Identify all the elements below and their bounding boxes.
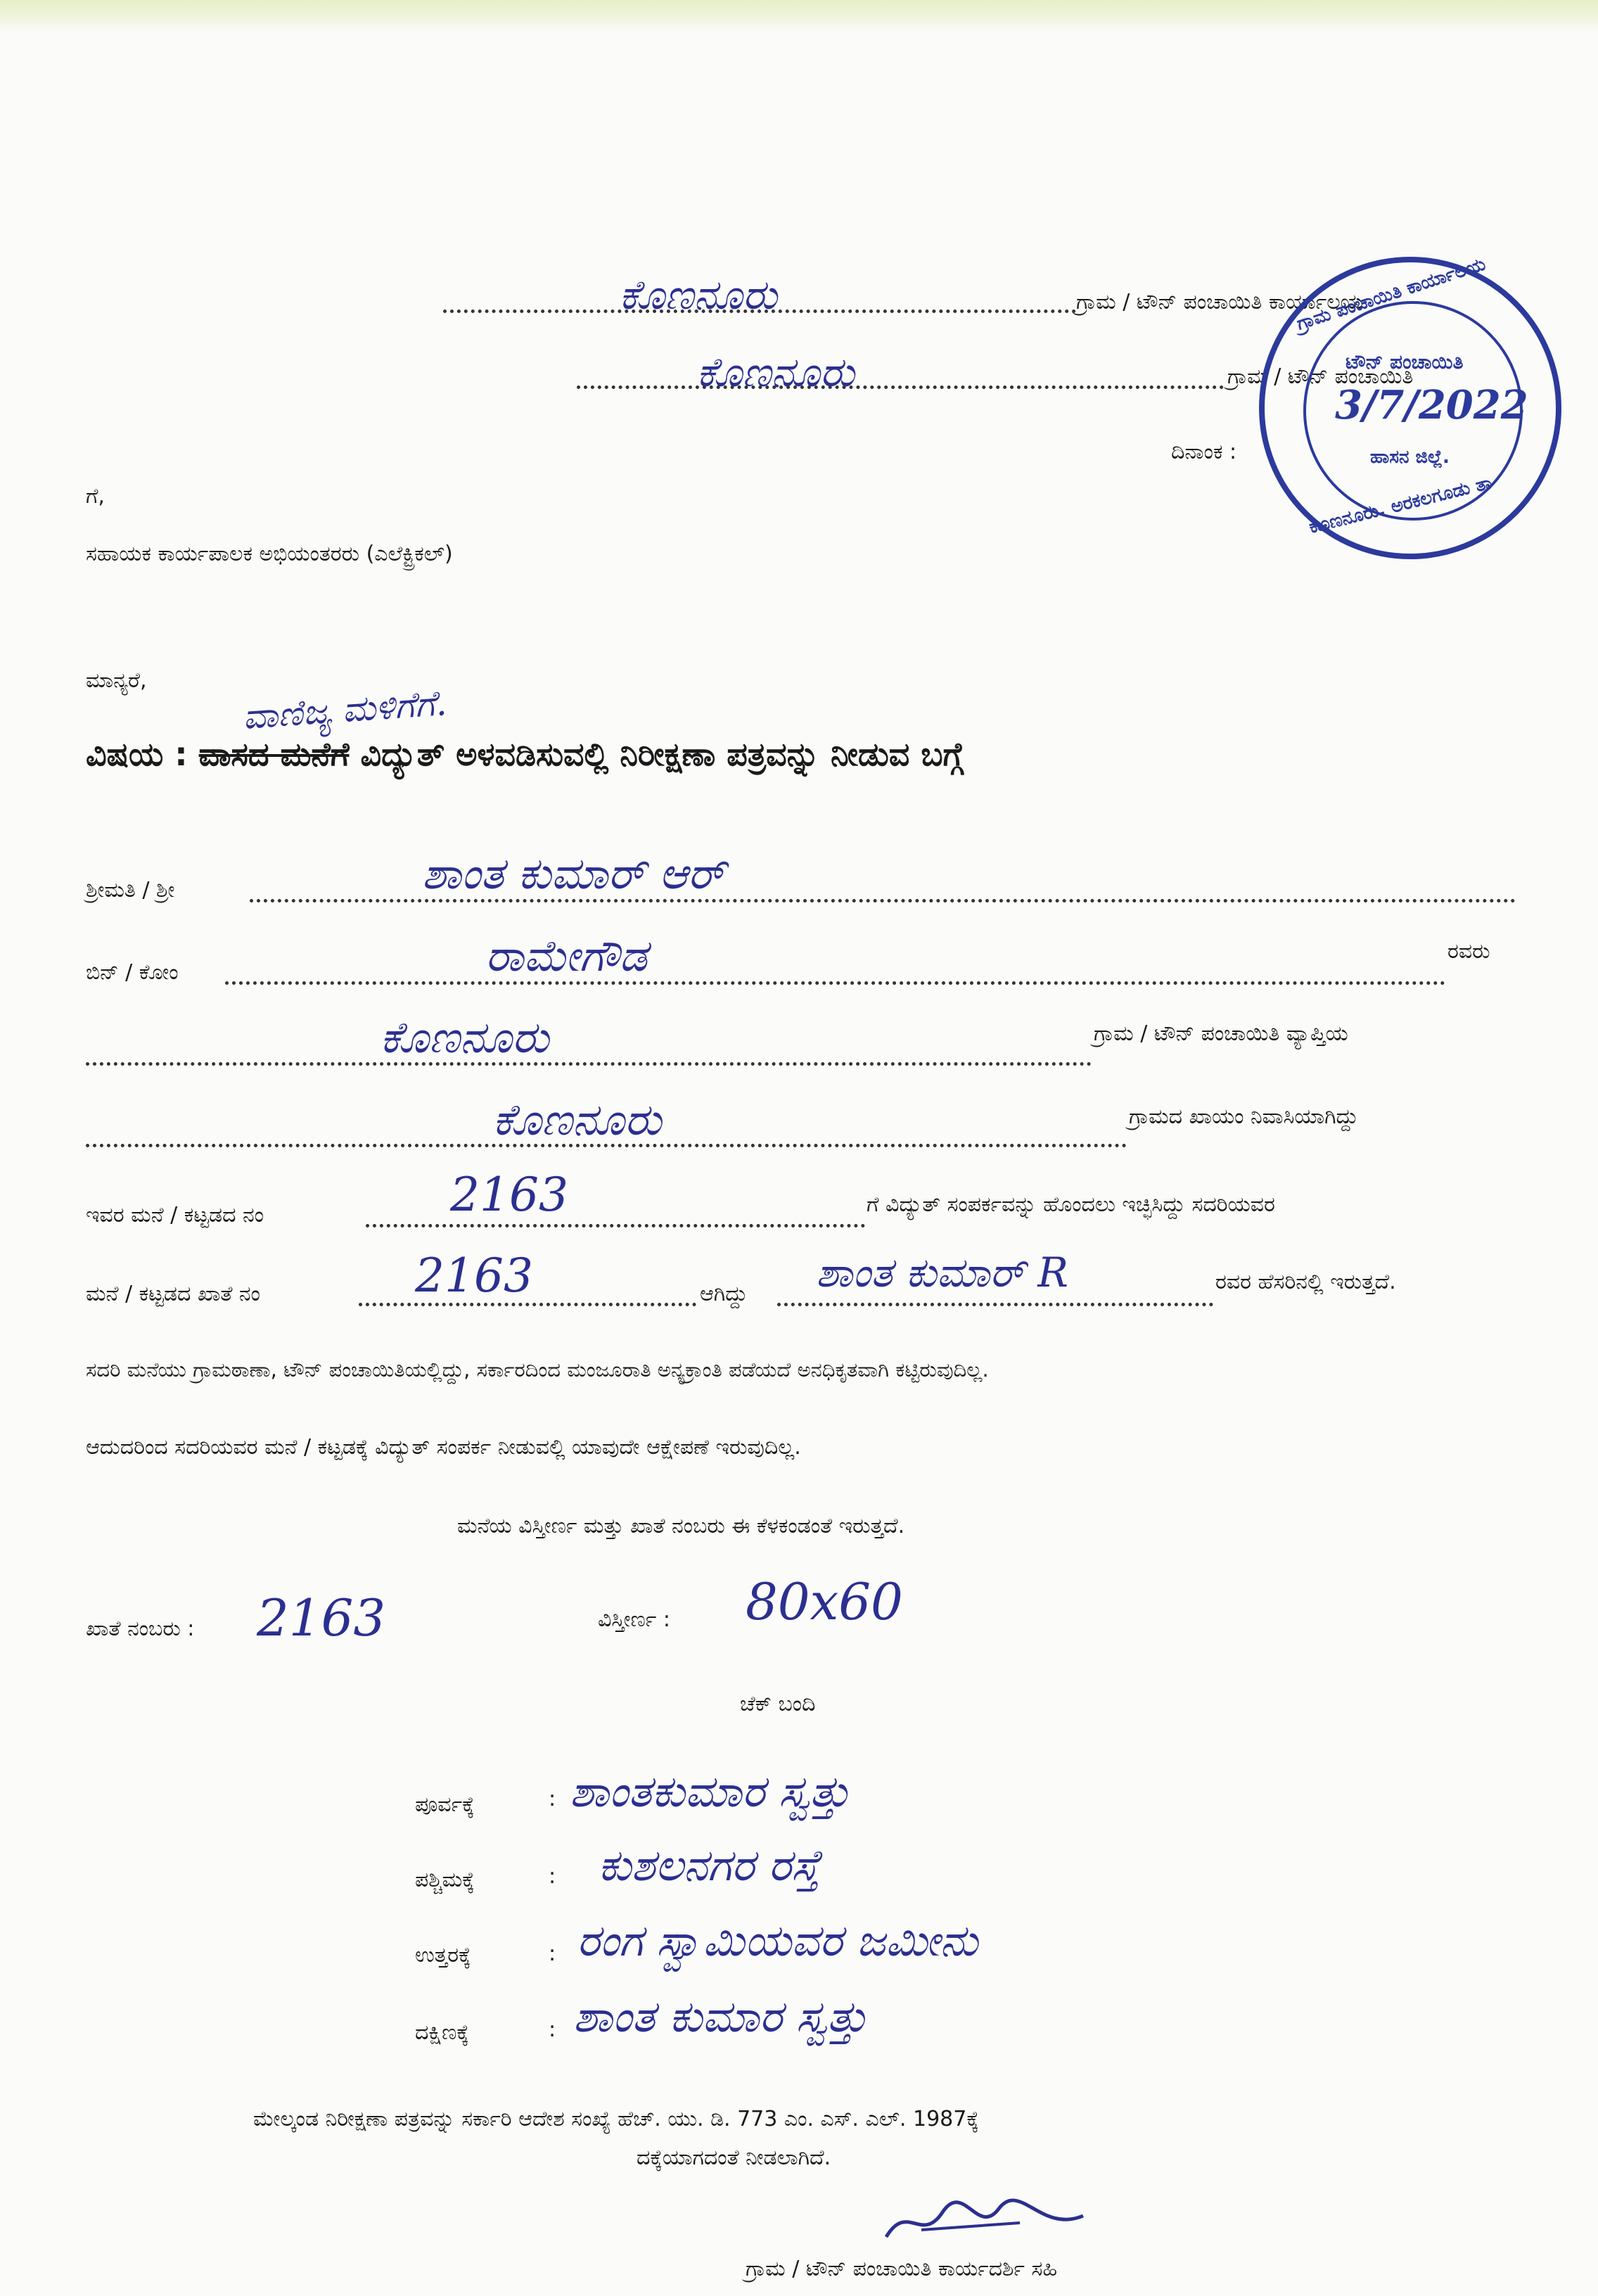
seal-top-text: ಗ್ರಾಮ ಪಂಚಾಯಿತಿ ಕಾರ್ಯಾಲಯ [1294, 253, 1488, 335]
recipient-to: ಗೆ, [86, 484, 105, 509]
area-label: ವಿಸ್ತೀರ್ಣ : [598, 1607, 670, 1632]
body-line-7: ಆದುದರಿಂದ ಸದರಿಯವರ ಮನೆ / ಕಟ್ಟಡಕ್ಕೆ ವಿದ್ಯುತ್ ಸಂಪರ್ಕ ನೀಡುವಲ್ಲಿ ಯಾವುದೇ ಆಕ್ಷೇಪಣೆ ಇರುವುದಿಲ್ಲ. [86, 1435, 801, 1460]
dotted-line [225, 981, 1445, 985]
colon: : [549, 1864, 556, 1889]
date-label: ದಿನಾಂಕ : [1171, 440, 1237, 464]
signatory-label: ಗ್ರಾಮ / ಟೌನ್ ಪಂಚಾಯಿತಿ ಕಾರ್ಯದರ್ಶಿ ಸಹಿ [746, 2257, 1058, 2281]
handwritten-owner-name: ಶಾಂತ ಕುಮಾರ್ R [816, 1249, 1068, 1296]
property-khata-label: ಖಾತೆ ನಂಬರು : [86, 1616, 195, 1641]
seal-bottom-text: ಕೊಣನೂರು. ಅರಕಲಗೂಡು ತಾ [1307, 472, 1495, 538]
subject-struck-text: ವಾಸದ ಮನೆಗೆ [198, 735, 350, 773]
owner-suffix: ರವರ ಹೆಸರಿನಲ್ಲಿ ಇರುತ್ತದೆ. [1215, 1270, 1396, 1294]
handwritten-village-1: ಕೊಣನೂರು [380, 1012, 549, 1063]
dotted-line [359, 1303, 696, 1306]
handwritten-signature [879, 2195, 1090, 2251]
boundary-north-label: ಉತ್ತರಕ್ಕೆ [415, 1943, 471, 1967]
khata-mid-text: ಆಗಿದ್ದು [700, 1282, 748, 1306]
subject-label: ವಿಷಯ : [86, 735, 188, 773]
seal-date: 3/7/2022 [1335, 382, 1528, 428]
recipient-designation: ಸಹಾಯಕ ಕಾರ್ಯಪಾಲಕ ಅಭಿಯಂತರರು (ಎಲೆಕ್ಟ್ರಿಕಲ್) [86, 542, 453, 566]
subject-text: ವಿದ್ಯುತ್ ಅಳವಡಿಸುವಲ್ಲಿ ನಿರೀಕ್ಷಣಾ ಪತ್ರವನ್ನು ನೀಡುವ ಬಗ್ಗೆ [360, 735, 964, 773]
village-2-suffix: ಗ್ರಾಮದ ಖಾಯಂ ನಿವಾಸಿಯಾಗಿದ್ದು [1129, 1104, 1359, 1129]
salutation: ಮಾನ್ಯರೆ, [86, 668, 147, 693]
panchayat-office-label: ಗ್ರಾಮ / ಟೌನ್ ಪಂಚಾಯಿತಿ ಕಾರ್ಯಾಲಯ [1076, 290, 1363, 314]
handwritten-panchayat-1: ಕೊಣನೂರು [619, 271, 777, 319]
boundaries-title: ಚೆಕ್ ಬಂದಿ [740, 1692, 816, 1716]
colon: : [549, 1941, 556, 1966]
handwritten-boundary-west: ಕುಶಲನಗರ ರಸ್ತೆ [598, 1839, 820, 1891]
handwritten-subject-insert: ವಾಣಿಜ್ಯ ಮಳಿಗೆಗೆ. [241, 682, 448, 738]
dotted-line [86, 1062, 1092, 1066]
dotted-line [777, 1303, 1213, 1306]
dotted-line [366, 1224, 865, 1227]
handwritten-boundary-north: ರಂಗ ಸ್ವಾಮಿಯವರ ಜಮೀನು [577, 1915, 978, 1966]
footer-line-2: ದಕ್ಕೆಯಾಗದಂತೆ ನೀಡಲಾಗಿದೆ. [637, 2145, 831, 2170]
name-label: ಶ್ರೀಮತಿ / ಶ್ರೀ [86, 878, 175, 903]
father-label: ಬಿನ್ / ಕೋಂ [86, 960, 179, 985]
house-number-suffix: ಗೆ ವಿದ್ಯುತ್ ಸಂಪರ್ಕವನ್ನು ಹೊಂದಲು ಇಚ್ಛಿಸಿದ್ದು ಸದರಿಯವರ [867, 1192, 1275, 1217]
subject-line [86, 735, 964, 774]
office-seal-stamp [1259, 253, 1561, 559]
seal-district: ಹಾಸನ ಜಿಲ್ಲೆ. [1370, 447, 1450, 468]
handwritten-boundary-east: ಶಾಂತಕುಮಾರ ಸ್ವತ್ತು [570, 1766, 851, 1817]
village-1-suffix: ಗ್ರಾಮ / ಟೌನ್ ಪಂಚಾಯಿತಿ ವ್ಯಾಪ್ತಿಯ [1094, 1021, 1348, 1046]
boundary-west-label: ಪಶ್ಚಿಮಕ್ಕೆ [415, 1868, 475, 1892]
dotted-line [577, 385, 1224, 389]
colon: : [549, 1787, 556, 1811]
top-edge-band [0, 0, 1598, 32]
handwritten-property-khata: 2163 [257, 1588, 386, 1647]
footer-line-1: ಮೇಲ್ಕಂಡ ನಿರೀಕ್ಷಣಾ ಪತ್ರವನ್ನು ಸರ್ಕಾರಿ ಆದೇಶ ಸಂಖ್ಯೆ ಹೆಚ್. ಯು. ಡಿ. 773 ಎಂ. ಎಸ್. ಎಲ್. 1987ಕ್ಕೆ [253, 2107, 979, 2131]
handwritten-panchayat-2: ಕೊಣನೂರು [696, 348, 855, 396]
handwritten-village-2: ಕೊಣನೂರು [492, 1094, 662, 1145]
handwritten-applicant-name: ಶಾಂತ ಕುಮಾರ್ ಆರ್ [422, 848, 725, 899]
body-line-8: ಮನೆಯ ವಿಸ್ತೀರ್ಣ ಮತ್ತು ಖಾತೆ ನಂಬರು ಈ ಕೆಳಕಂಡಂತೆ ಇರುತ್ತದೆ. [457, 1514, 905, 1538]
handwritten-area: 80x60 [746, 1572, 903, 1631]
house-number-label: ಇವರ ಮನೆ / ಕಟ್ಟಡದ ನಂ [86, 1203, 264, 1227]
body-line-6: ಸದರಿ ಮನೆಯು ಗ್ರಾಮಠಾಣಾ, ಟೌನ್ ಪಂಚಾಯಿತಿಯಲ್ಲಿದ್ದು, ಸರ್ಕಾರದಿಂದ ಮಂಜೂರಾತಿ ಅನ್ಯಕ್ರಾಂತಿ ಪಡೆಯದೆ ಅನಧಿಕೃತವಾಗಿ ಕಟ್ಟಿರುವುದಿಲ್ಲ. [86, 1358, 989, 1382]
seal-middle-text: ಟೌನ್ ಪಂಚಾಯಿತಿ [1345, 350, 1464, 374]
boundary-south-label: ದಕ್ಷಿಣಕ್ಕೆ [415, 2020, 469, 2045]
handwritten-boundary-south: ಶಾಂತ ಕುಮಾರ ಸ್ವತ್ತು [573, 1991, 868, 2042]
handwritten-father-name: ರಾಮೇಗೌಡ [485, 930, 648, 981]
handwritten-khata-number: 2163 [415, 1249, 533, 1303]
panchayat-label: ಗ್ರಾಮ / ಟೌನ್ ಪಂಚಾಯಿತಿ [1227, 364, 1414, 389]
colon: : [549, 2017, 556, 2042]
handwritten-house-number: 2163 [450, 1168, 568, 1222]
boundary-east-label: ಪೂರ್ವಕ್ಕೆ [415, 1792, 475, 1817]
khata-label: ಮನೆ / ಕಟ್ಟಡದ ಖಾತೆ ನಂ [86, 1282, 260, 1306]
father-suffix: ರವರು [1447, 939, 1490, 964]
